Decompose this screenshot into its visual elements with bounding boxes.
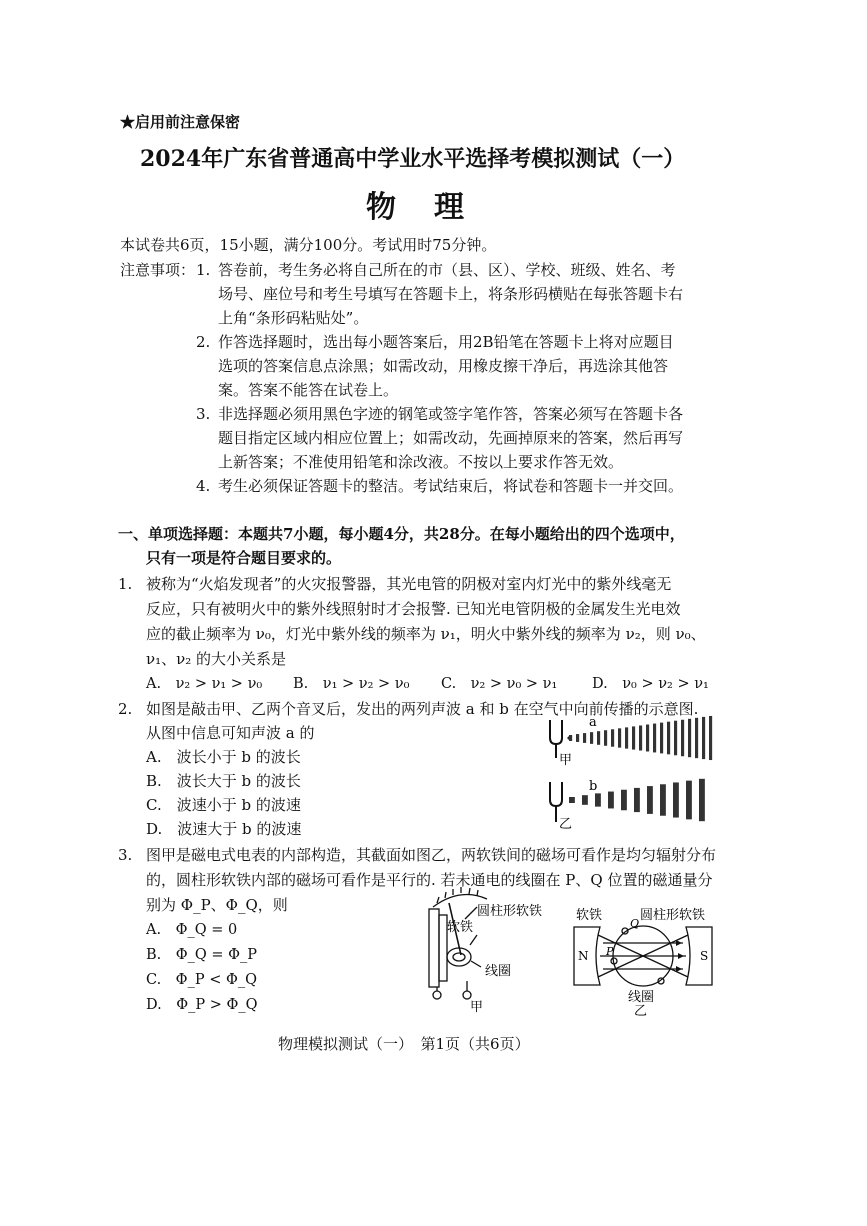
q1-option-a: A. ν₂ > ν₁ > ν₀: [146, 676, 263, 692]
sound-wave-a: [567, 736, 569, 740]
q3-stem-line: 的，圆柱形软铁内部的磁场可看作是平行的. 若未通电的线圈在 P、Q 位置的磁通量分: [146, 871, 713, 889]
cyl-iron-label: 圆柱形软铁: [477, 904, 543, 919]
notice-1-line: 上角“条形码粘贴处”。: [218, 309, 369, 327]
q1-option-b: B. ν₁ > ν₂ > ν₀: [293, 676, 410, 692]
notice-3-line: 非选择题必须用黑色字迹的钢笔或签字笔作答，答案必须写在答题卡各: [218, 405, 684, 423]
q1-number: 1.: [118, 575, 133, 593]
q2-number: 2.: [118, 700, 133, 718]
wave-front: [702, 717, 705, 759]
wave-front: [686, 781, 692, 820]
wave-front: [639, 725, 642, 750]
q3-stem-line: 图甲是磁电式电表的内部构造，其截面如图乙，两软铁间的磁场可看作是均匀辐射分布: [146, 846, 717, 864]
wave-front: [695, 718, 698, 758]
notice-2-num: 2.: [196, 333, 211, 351]
coil-body: [447, 948, 471, 966]
wave-front: [699, 779, 705, 821]
notice-2-line: 选项的答案信息点涂黑；如需改动，用橡皮擦干净后，再选涂其他答: [218, 357, 669, 375]
section-heading-cont: 只有一项是符合题目要求的。: [146, 549, 342, 567]
wave-front: [597, 731, 600, 745]
pole-n-label: N: [578, 949, 589, 963]
sound-wave-figure: [545, 714, 720, 834]
exam-intro: 本试卷共6页，15小题，满分100分。考试用时75分钟。: [120, 236, 497, 254]
q3-stem-line: 别为 Φ_P、Φ_Q，则: [146, 896, 288, 914]
wave-front: [688, 719, 691, 757]
wave-a-label: a: [589, 715, 597, 730]
wave-front: [660, 723, 663, 754]
wave-front: [709, 716, 712, 760]
wave-front: [576, 734, 579, 742]
q2-option-d: D. 波速大于 b 的波速: [146, 820, 302, 838]
pole-s-label: S: [700, 949, 709, 963]
figure-jia-label: 甲: [470, 1000, 484, 1015]
notice-1-num: 1.: [196, 261, 211, 279]
wave-front: [611, 729, 614, 746]
q1-stem-line: 被称为“火焰发现者”的火灾报警器，其光电管的阴极对室内灯光中的紫外线毫无: [146, 575, 672, 593]
terminal-right: [463, 991, 471, 999]
wave-front: [583, 733, 586, 743]
page-footer: 物理模拟测试（一） 第1页（共6页）: [278, 1035, 530, 1053]
wave-front: [660, 784, 666, 815]
wave-front: [608, 792, 614, 809]
q3-option-b: B. Φ_Q = Φ_P: [146, 947, 258, 963]
soft-iron-label: 软铁: [447, 920, 474, 935]
wave-front: [595, 793, 601, 806]
wave-front: [632, 726, 635, 749]
q3-option-c: C. Φ_P < Φ_Q: [146, 972, 257, 988]
wave-front: [582, 795, 588, 805]
q3-option-d: D. Φ_P > Φ_Q: [146, 997, 258, 1013]
notice-3-line: 上新答案；不准使用铅笔和涂改液。不按以上要求作答无效。: [218, 453, 624, 471]
notice-1-line: 场号、座位号和考生号填写在答题卡上，将条形码横贴在每张答题卡右: [218, 285, 684, 303]
q1-option-d: D. ν₀ > ν₂ > ν₁: [592, 676, 709, 692]
wave-front: [667, 722, 670, 755]
notice-4-line: 考生必须保证答题卡的整洁。考试结束后，将试卷和答题卡一并交回。: [218, 477, 684, 495]
coil-label-yi: 线圈: [628, 990, 655, 1005]
q1-stem-line: 应的截止频率为 ν₀，灯光中紫外线的频率为 ν₁，明火中紫外线的频率为 ν₂，则 ν₀、: [146, 625, 706, 643]
wave-front: [646, 725, 649, 752]
wave-front: [653, 724, 656, 753]
notice-2-line: 作答选择题时，选出每小题答案后，用2B铅笔在答题卡上将对应题目: [218, 333, 674, 351]
exam-title: 2024年广东省普通高中学业水平选择考模拟测试（一）: [140, 146, 686, 172]
galvanometer-structure-figure: [415, 885, 555, 1015]
wave-front: [674, 721, 677, 756]
q3-number: 3.: [118, 846, 133, 864]
cross-section-figure: [570, 905, 720, 1017]
point-p-label: P: [606, 945, 614, 958]
wave-front: [673, 782, 679, 817]
notice-2-line: 案。答案不能答在试卷上。: [218, 381, 399, 399]
q1-stem-line: ν₁、ν₂ 的大小关系是: [146, 650, 287, 668]
subject-title: 物 理: [366, 190, 468, 225]
notice-1-line: 答卷前，考生务必将自己所在的市（县、区）、学校、班级、姓名、考: [218, 261, 676, 279]
q2-stem-line: 如图是敲击甲、乙两个音叉后，发出的两列声波 a 和 b 在空气中向前传播的示意图.: [146, 700, 699, 718]
q2-option-c: C. 波速小于 b 的波速: [146, 796, 301, 814]
terminal-left: [433, 991, 441, 999]
cyl-iron-label-yi: 圆柱形软铁: [640, 908, 706, 923]
wave-front: [625, 727, 628, 748]
figure-yi-label: 乙: [634, 1004, 648, 1017]
wave-b-label: b: [589, 779, 598, 794]
notice-3-num: 3.: [196, 405, 211, 423]
q2-stem-line: 从图中信息可知声波 a 的: [146, 724, 315, 742]
wave-front: [621, 790, 627, 811]
wave-front: [647, 786, 653, 814]
wave-front: [569, 735, 572, 741]
q2-option-a: A. 波长小于 b 的波长: [146, 748, 301, 766]
notice-3-line: 题目指定区域内相应位置上；如需改动，先画掉原来的答案，然后再写: [218, 429, 684, 447]
wave-front: [569, 797, 575, 803]
wave-front: [681, 720, 684, 756]
wave-front: [634, 788, 640, 812]
fork-jia-label: 甲: [559, 753, 573, 768]
q1-stem-line: 反应，只有被明火中的紫外线照射时才会报警. 已知光电管阴极的金属发生光电效: [146, 600, 681, 618]
coil-label: 线圈: [485, 964, 512, 979]
confidential-notice: ★启用前注意保密: [120, 113, 241, 131]
tuning-fork-yi-icon: [550, 782, 562, 822]
soft-iron-label-yi: 软铁: [576, 908, 603, 923]
notice-4-num: 4.: [196, 477, 211, 495]
q3-option-a: A. Φ_Q = 0: [146, 922, 238, 938]
notice-label: 注意事项：: [120, 261, 196, 279]
wave-front: [590, 732, 593, 744]
wave-front: [618, 728, 621, 747]
magnet-pole-left: [429, 909, 439, 987]
wave-front: [604, 730, 607, 746]
fork-yi-label: 乙: [559, 817, 573, 832]
section-heading: 一、单项选择题：本题共7小题，每小题4分，共28分。在每小题给出的四个选项中，: [118, 525, 685, 543]
point-q-label: Q: [630, 917, 640, 930]
q2-option-b: B. 波长大于 b 的波长: [146, 772, 301, 790]
q1-option-c: C. ν₂ > ν₀ > ν₁: [441, 676, 558, 692]
